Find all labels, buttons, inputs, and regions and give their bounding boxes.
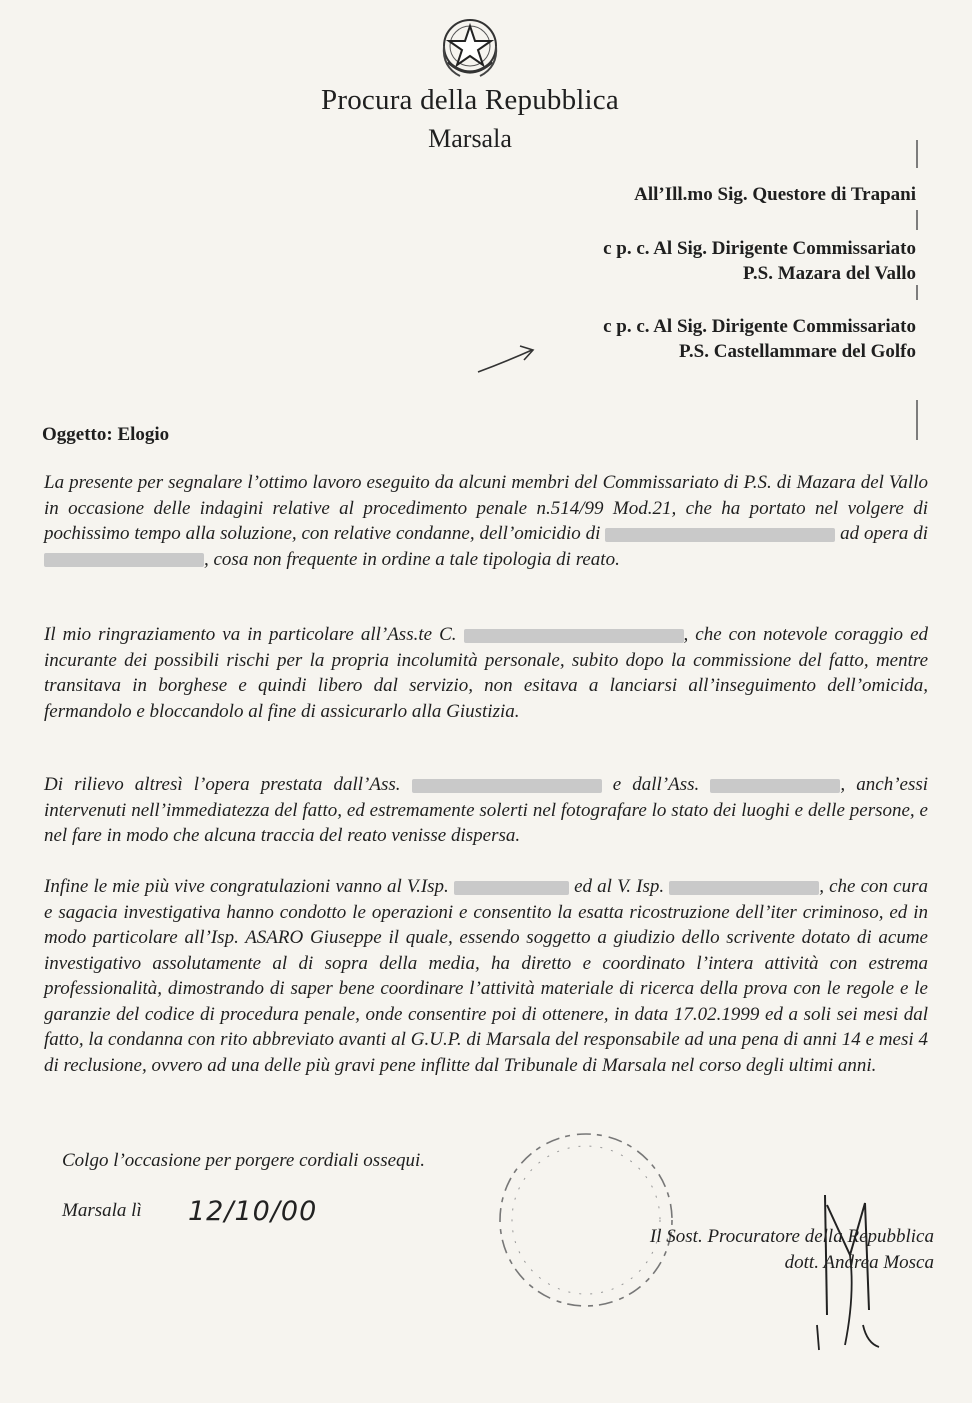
republic-emblem-icon [434, 12, 506, 84]
p4-text-c: , che con cura e sagacia investigativa hanno condotto le operazioni e consentito la esatta ricostruzione dell’iter criminoso, ed in modo particolare all’Isp. ASARO Giuseppe il quale, essendo soggetto a giudizio dello scrivente dotato di acume investigativo assolutamente al di sopra della media, ha diretto e coordinato l’intera attività con estrema professionalità, dimostrando di saper bene coordinare l’attività materiale di ricerca della prova con le regole e le garanzie del codice di procedura penale, onde consentire poi di ottenere, in data 17.02.1999 ed a soli sei mesi dal fatto, la condanna con rito abbreviato avanti al G.U.P. di Marsala del responsabile ad una pena di anni 14 e mesi 4 di reclusione, ovvero ad una delle più gravi pene inflitte dal Tribunale di Marsala nel corso degli ultimi anni. [44, 876, 929, 1076]
handwritten-date: 12/10/00 [188, 1196, 318, 1227]
recipient-cc2-line2: P.S. Castellammare del Golfo [679, 341, 916, 362]
p2-text-b: , che con notevole coraggio ed incurante dei possibili rischi per la propria incolumità personale, subito dopo la commissione del fatto, mentre transitava in borghese e quindi libero dal servizio, non esitava a lanciarsi all’inseguimento dell’omicida, fermandolo e bloccandolo al fine di assicurarlo alla Giustizia. [44, 624, 928, 722]
redacted-name [464, 629, 684, 643]
redacted-name [44, 553, 204, 567]
official-stamp [486, 1120, 686, 1320]
p4-text-a: Infine le mie più vive congratulazioni vanno al V.Isp. [44, 876, 449, 897]
signatory-name: dott. Andrea Mosca [784, 1252, 934, 1273]
margin-marks [905, 140, 925, 470]
recipient-cc2-line1: c p. c. Al Sig. Dirigente Commissariato [603, 316, 916, 337]
office-title: Procura della Repubblica [321, 84, 619, 116]
closing-greeting: Colgo l’occasione per porgere cordiali ossequi. [62, 1150, 426, 1171]
recipient-cc2 [603, 314, 916, 364]
recipient-cc1-line2: P.S. Mazara del Vallo [743, 263, 916, 284]
paragraph-3 [44, 772, 928, 849]
recipient-cc1-line1: c p. c. Al Sig. Dirigente Commissariato [603, 238, 916, 259]
p3-text-b: e dall’Ass. [612, 774, 700, 795]
p3-text-a: Di rilievo altresì l’opera prestata dall’Ass. [44, 774, 401, 795]
p2-text-a: Il mio ringraziamento va in particolare all’Ass.te C. [44, 624, 457, 645]
handwritten-arrow [470, 340, 540, 380]
redacted-name [710, 779, 840, 793]
p3-text-c: , anch’essi intervenuti nell’immediatezza del fatto, ed estremamente solerti nel fotografare lo stato dei luoghi e delle persone, e nel fare in modo che alcuna traccia del reato venisse dispersa. [44, 774, 929, 846]
paragraph-1 [44, 470, 928, 572]
p1-text-b: ad opera di [840, 523, 929, 544]
p1-text-a: La presente per segnalare l’ottimo lavoro eseguito da alcuni membri del Commissariato di P.S. di Mazara del Vallo in occasione delle indagini relative al procedimento penale n.514/99 Mod.21, che ha portato nel volgere di pochissimo tempo alla soluzione, con relative condanne, dell’omicidio di [44, 472, 928, 544]
redacted-name [454, 881, 569, 895]
signatory-title: Il Sost. Procuratore della Repubblica [649, 1226, 934, 1247]
office-city: Marsala [428, 124, 512, 153]
redacted-name [605, 528, 835, 542]
redacted-name [412, 779, 602, 793]
handwritten-signature [805, 1185, 895, 1355]
recipient-primary: All’Ill.mo Sig. Questore di Trapani [634, 184, 916, 205]
place-label: Marsala lì [62, 1200, 142, 1221]
subject-line: Oggetto: Elogio [42, 424, 170, 445]
recipient-cc1 [603, 236, 916, 286]
paragraph-4 [44, 874, 928, 1078]
redacted-name [669, 881, 819, 895]
p4-text-b: ed al V. Isp. [574, 876, 665, 897]
paragraph-2 [44, 622, 928, 724]
p1-text-c: , cosa non frequente in ordine a tale tipologia di reato. [204, 548, 620, 570]
